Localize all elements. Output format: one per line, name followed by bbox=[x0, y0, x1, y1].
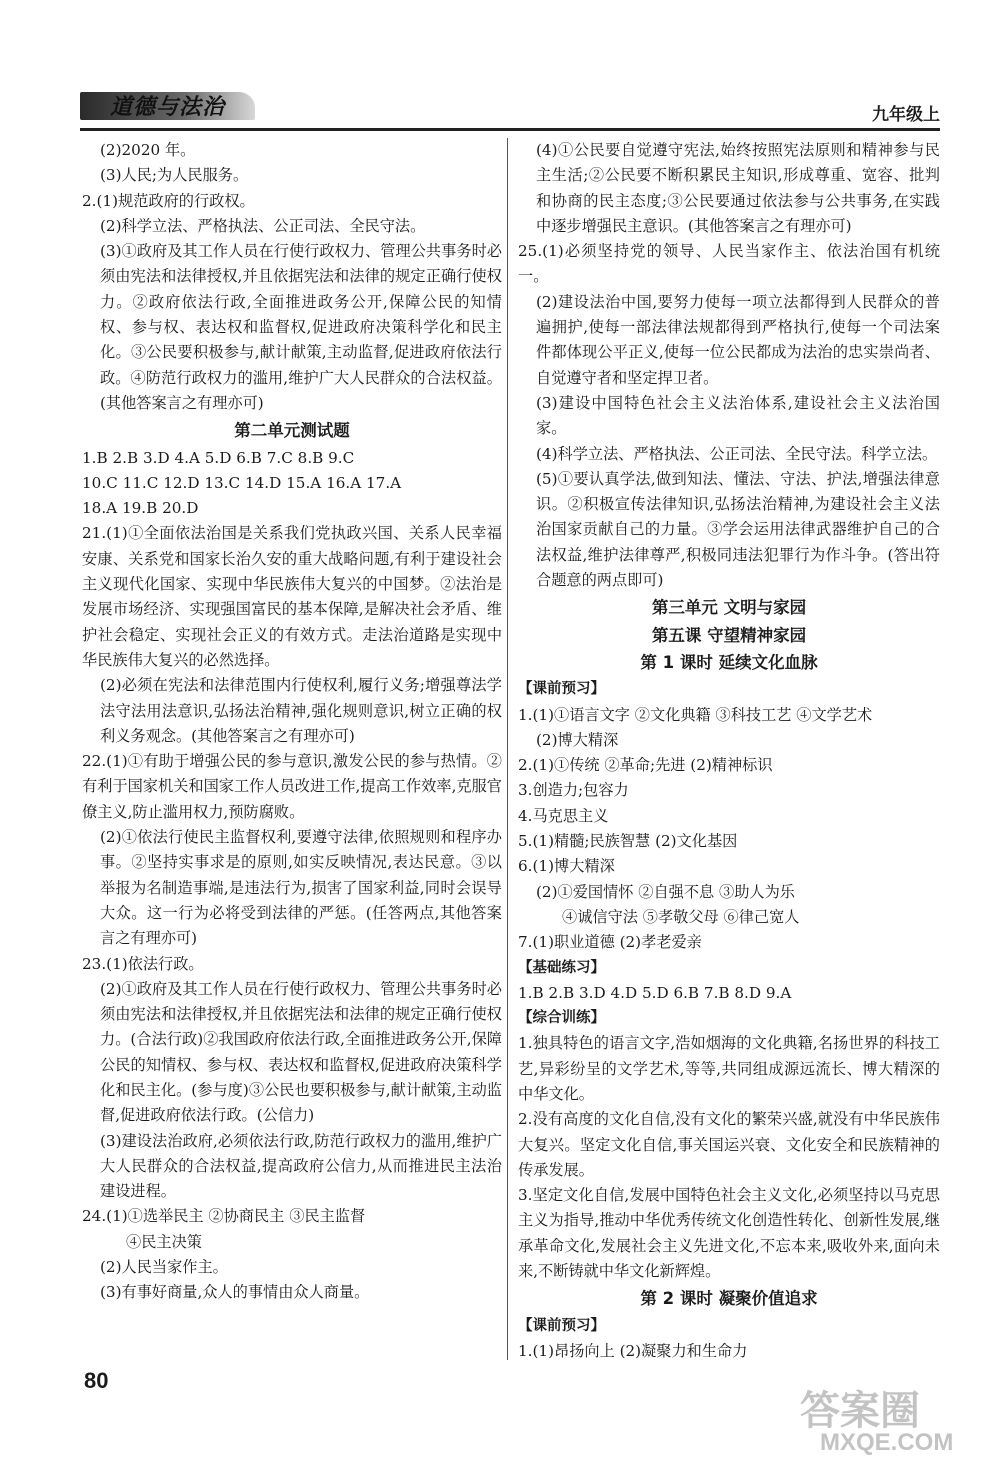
answer-line: (4)科学立法、严格执法、公正司法、全民守法。科学立法。 bbox=[536, 444, 938, 463]
page-header bbox=[80, 88, 940, 128]
book-title: 道德与法治 bbox=[110, 94, 226, 120]
answer-line: (2)建设法治中国,要努力使每一项立法都得到人民群众的普遍拥护,使每一部法律法规都得到严格执行,使每一个司法案件都体现公平正义,使每一位公民都成为法治的忠实崇尚者、自觉遵守者和坚定捍卫者。 bbox=[536, 292, 940, 387]
section-heading: 第二单元测试题 bbox=[234, 421, 350, 441]
column-divider bbox=[507, 138, 508, 1360]
answer-line: (3)建设中国特色社会主义法治体系,建设社会主义法治国家。 bbox=[536, 393, 940, 438]
answer-line: 21.(1)①全面依法治国是关系我们党执政兴国、关系人民幸福安康、关系党和国家长治久安的重大战略问题,有利于建设社会主义现代化国家、实现中华民族伟大复兴的中国梦。②法治是发展市场经济、实现强国富民的基本保障,是解决社会矛盾、维护社会稳定、实现社会正义的有效方式。走法治道路是实现中华民族伟大复兴的必然选择。 bbox=[82, 524, 502, 669]
answer-line: 4.马克思主义 bbox=[518, 806, 609, 825]
section-tag: 【课前预习】 bbox=[518, 1317, 605, 1334]
left-column bbox=[82, 138, 502, 1306]
answer-line: 25.(1)必须坚持党的领导、人民当家作主、依法治国有机统一。 bbox=[518, 242, 940, 286]
answer-line: (3)有事好商量,众人的事情由众人商量。 bbox=[100, 1283, 370, 1302]
answer-line: 22.(1)①有助于增强公民的参与意识,激发公民的参与热情。②有利于国家机关和国家工作人员改进工作,提高工作效率,克服官僚主义,防止滥用权力,预防腐败。 bbox=[82, 752, 502, 821]
answer-line: 1.B 2.B 3.D 4.A 5.D 6.B 7.C 8.B 9.C bbox=[82, 448, 355, 467]
answer-line: (2)①依法行使民主监督权利,要遵守法律,依照规则和程序办事。②坚持实事求是的原则,如实反映情况,表达民意。③以举报为名制造事端,是违法行为,损害了国家利益,同时会误导大众。这一行为必将受到法律的严惩。(任答两点,其他答案言之有理亦可) bbox=[100, 828, 502, 948]
header-rule bbox=[80, 128, 940, 131]
section-tag: 【课前预习】 bbox=[518, 681, 605, 698]
answer-line: 18.A 19.B 20.D bbox=[82, 499, 199, 518]
answer-line: 1.(1)①语言文字 ②文化典籍 ③科技工艺 ④文学艺术 bbox=[518, 705, 873, 724]
grade-label: 九年级上 bbox=[872, 105, 940, 125]
answer-line: 2.(1)规范政府的行政权。 bbox=[82, 191, 255, 210]
answer-line: (2)必须在宪法和法律范围内行使权利,履行义务;增强尊法学法守法用法意识,弘扬法治精神,强化规则意识,树立正确的权利义务观念。(其他答案言之有理亦可) bbox=[100, 676, 502, 745]
watermark bbox=[800, 1379, 970, 1459]
answer-line: 2.没有高度的文化自信,没有文化的繁荣兴盛,就没有中华民族伟大复兴。坚定文化自信,事关国运兴衰、文化安全和民族精神的传承发展。 bbox=[518, 1110, 940, 1179]
answer-line: ④民主决策 bbox=[126, 1232, 202, 1251]
answer-line: 3.创造力;包容力 bbox=[518, 781, 629, 800]
answer-line: 10.C 11.C 12.D 13.C 14.D 15.A 16.A 17.A bbox=[82, 473, 402, 492]
answer-line: 1.B 2.B 3.D 4.D 5.D 6.B 7.B 8.D 9.A bbox=[518, 983, 792, 1002]
answer-line: (3)建设法治政府,必须依法行政,防范行政权力的滥用,维护广大人民群众的合法权益,提高政府公信力,从而推进民主法治建设进程。 bbox=[100, 1131, 502, 1201]
answer-line: (2)①爱国情怀 ②自强不息 ③助人为乐 bbox=[536, 882, 795, 901]
watermark-url: MXQE.COM bbox=[820, 1429, 954, 1456]
answer-line: 23.(1)依法行政。 bbox=[82, 954, 204, 973]
answer-line: (2)①政府及其工作人员在行使行政权力、管理公共事务时必须由宪法和法律授权,并且依据宪法和法律的规定正确行使权力。(合法行政)②我国政府依法行政,全面推进政务公开,保障公民的知情权、参与权、表达权和监督权,促进政府决策科学化和民主化。(参与度)③公民也要积极参与,献计献策,主动监督,促进政府依法行政。(公信力) bbox=[100, 979, 502, 1125]
answer-line: (2)科学立法、严格执法、公正司法、全民守法。 bbox=[100, 216, 426, 235]
section-heading: 第 1 课时 延续文化血脉 bbox=[640, 652, 818, 672]
answer-line: 5.(1)精髓;民族智慧 (2)文化基因 bbox=[518, 832, 738, 851]
answer-line: ④诚信守法 ⑤孝敬父母 ⑥律己宽人 bbox=[562, 907, 800, 926]
answer-line: (4)①公民要自觉遵守宪法,始终按照宪法原则和精神参与民主生活;②公民要不断积累民主知识,形成尊重、宽容、批判和协商的民主态度;③公民要通过依法参与公共事务,在实践中逐步增强民主意识。(其他答案言之有理亦可) bbox=[536, 141, 940, 235]
answer-line: (2)博大精深 bbox=[536, 730, 619, 749]
watermark-text: 答案圈 bbox=[800, 1388, 920, 1434]
answer-line: (3)人民;为人民服务。 bbox=[100, 166, 249, 185]
answer-line: 7.(1)职业道德 (2)孝老爱亲 bbox=[518, 933, 702, 952]
answer-line: (5)①要认真学法,做到知法、懂法、守法、护法,增强法律意识。②积极宣传法律知识,弘扬法治精神,为建设社会主义法治国家贡献自己的力量。③学会运用法律武器维护自己的合法权益,维护法律尊严,积极同违法犯罪行为作斗争。(答出符合题意的两点即可) bbox=[536, 469, 940, 590]
section-heading: 第 2 课时 凝聚价值追求 bbox=[640, 1289, 818, 1309]
answer-line: (3)①政府及其工作人员在行使行政权力、管理公共事务时必须由宪法和法律授权,并且依据宪法和法律的规定正确行使权力。②政府依法行政,全面推进政务公开,保障公民的知情权、参与权、表达权和监督权,促进政府决策科学化和民主化。③公民要积极参与,献计献策,主动监督,促进政府依法行政。④防范行政权力的滥用,维护广大人民群众的合法权益。(其他答案言之有理亦可) bbox=[100, 242, 502, 412]
answer-line: 6.(1)博大精深 bbox=[518, 857, 615, 876]
right-column bbox=[518, 138, 940, 1364]
answer-line: 1.独具特色的语言文字,浩如烟海的文化典籍,名扬世界的科技工艺,异彩纷呈的文学艺术,等等,共同组成源远流长、博大精深的中华文化。 bbox=[518, 1034, 940, 1103]
page-number: 80 bbox=[84, 1368, 109, 1393]
section-heading: 第五课 守望精神家园 bbox=[651, 625, 807, 645]
answer-line: 3.坚定文化自信,发展中国特色社会主义文化,必须坚持以马克思主义为指导,推动中华优秀传统文化创造性转化、创新性发展,继承革命文化,发展社会主义先进文化,不忘本来,吸收外来,面向未来,不断铸就中华文化新辉煌。 bbox=[518, 1186, 940, 1281]
answer-line: (2)人民当家作主。 bbox=[100, 1258, 228, 1277]
section-tag: 【综合训练】 bbox=[518, 1010, 605, 1027]
answer-line: 1.(1)昂扬向上 (2)凝聚力和生命力 bbox=[518, 1341, 748, 1360]
section-heading: 第三单元 文明与家园 bbox=[651, 598, 807, 618]
section-tag: 【基础练习】 bbox=[518, 959, 605, 976]
answer-line: (2)2020 年。 bbox=[100, 141, 196, 159]
answer-line: 24.(1)①选举民主 ②协商民主 ③民主监督 bbox=[82, 1207, 366, 1226]
answer-line: 2.(1)①传统 ②革命;先进 (2)精神标识 bbox=[518, 756, 773, 775]
